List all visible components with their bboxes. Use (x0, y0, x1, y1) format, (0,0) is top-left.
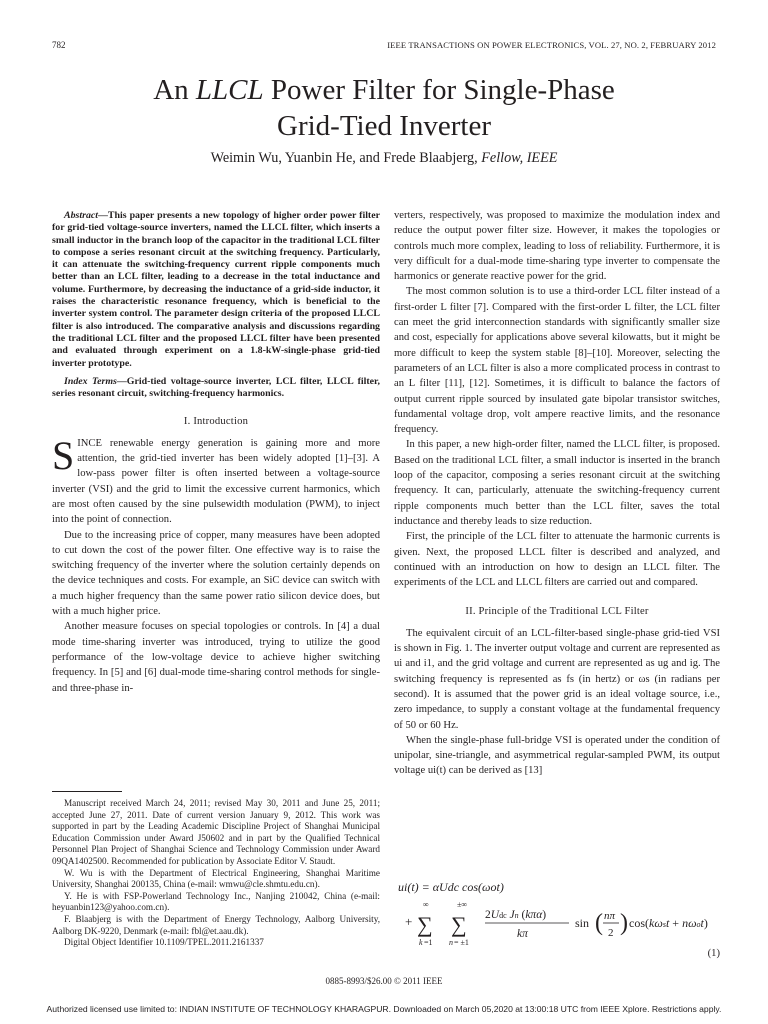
left-column (52, 210, 380, 696)
intro-paragraph-2: Due to the increasing price of copper, many measures have been adopted to cut down the cost of the power filter. One effective way is to raise the switching frequency of the inverter where the solution certainly depends on the device techniques and costs. For example, an SiC device can switch with a much higher frequency than the same power ratio silicon device does, but with a much higher price. (52, 529, 380, 618)
equation-line-2 (405, 898, 725, 948)
index-terms-label: Index Terms (64, 375, 117, 387)
abstract (52, 210, 380, 370)
svg-text:2: 2 (608, 927, 614, 939)
author-fellow: Fellow, IEEE (481, 150, 558, 166)
svg-text:∞: ∞ (423, 900, 429, 909)
license-notice: Authorized licensed use limited to: INDIAN INSTITUTE OF TECHNOLOGY KHARAGPUR. Downloaded on March 05,2020 at 13:00:18 UTC from IEEE Xplore. Restrictions apply. (46, 1004, 722, 1014)
section-heading-principle: II. Principle of the Traditional LCL Filter (465, 606, 649, 618)
footnote-he: Y. He is with FSP-Powerland Technology Inc., Nanjing 210042, China (e-mail: heyuanbin123@yahoo.com.cn). (52, 890, 380, 913)
intro-p1-text: INCE renewable energy generation is gaining more and more attention, the grid-tied inverter has been widely adopted [1]–[3]. A low-pass power filter is often inserted between a voltage-source inverter (VSI) and the grid to limit the excessive current harmonics, which are most often caused by the sine pulsewidth modulation (PWM), to inject into the point of connection. (52, 437, 380, 526)
svg-text:(: ( (595, 910, 603, 936)
index-terms (52, 376, 380, 401)
section-heading-introduction: I. Introduction (183, 416, 249, 428)
svg-text:n: n (449, 938, 453, 947)
title-prefix: An (153, 74, 189, 106)
svg-text:±∞: ±∞ (457, 900, 468, 909)
svg-text:kπ: kπ (517, 928, 528, 940)
svg-text:cos(kωst + nωot): cos(kωst + nωot) (629, 916, 708, 930)
right-paragraph-6: When the single-phase full-bridge VSI is operated under the condition of unipolar, sine-triangle, and asymmetrical regular-sampled PWM, its output voltage ui(t) can be derived as [13] (394, 734, 720, 777)
footnotes (52, 798, 380, 949)
svg-text:+: + (405, 914, 413, 929)
svg-text:= ±1: = ±1 (454, 938, 469, 947)
intro-paragraph-3: Another measure focuses on special topologies or controls. In [4] a dual mode time-sharing inverter was introduced, trying to utilize the good performance of the low-voltage device to achieve higher switching frequency. In [5] and [6] dual-mode time-sharing control methods for single- and three-phase in- (52, 621, 380, 694)
footnote-divider (52, 791, 122, 792)
index-terms-text: —Grid-tied voltage-source inverter, LCL filter, LLCL filter, series resonant circuit, switching-frequency harmonics. (52, 375, 380, 400)
title-italic: LLCL (195, 74, 264, 106)
title-line1-rest: Power Filter for Single-Phase (270, 74, 615, 106)
right-paragraph-3: In this paper, a new high-order filter, named the LLCL filter, is proposed. Based on the traditional LCL filter, a small inductor is inserted in the branch loop of the capacitor, composing a series resonant circuit at the switching frequency. It can, particularly, attenuate the switching-frequency current ripple components much better than the LCL filter, saves the total inductance and thereby leads to size reduction. (394, 439, 720, 527)
author-names: Weimin Wu, Yuanbin He, and Frede Blaabjerg (210, 150, 475, 166)
intro-paragraph-1 (52, 432, 380, 528)
svg-text:∑: ∑ (417, 912, 433, 937)
equation-number: (1) (707, 948, 720, 959)
right-paragraph-5: The equivalent circuit of an LCL-filter-based single-phase grid-tied VSI is shown in Fig. 1. The inverter output voltage and current are represented as ui and i1, and the grid voltage and current are represented as ug and ig. The switching frequency is represented as fs (in hertz) or ωs (in radians per second). It is assumed that the power grid is an ideal voltage source, i.e., zero impedance, to supply a constant voltage at the fundamental frequency of 50 or 60 Hz. (394, 627, 720, 731)
svg-text:∑: ∑ (451, 912, 467, 937)
svg-text:=1: =1 (424, 938, 433, 947)
footnote-doi: Digital Object Identifier 10.1109/TPEL.2011.2161337 (64, 937, 264, 948)
abstract-text: —This paper presents a new topology of higher order power filter for grid-tied voltage-source inverters, named the LLCL filter, which inserts a small inductor in the branch loop of the capacitor in the traditional LCL filter to compose a series resonant circuit at the switching frequency. Particularly, it can attenuate the switching-frequency current ripple components much better than an LCL filter, leading to a decrease in the total inductance and volume. Furthermore, by decreasing the inductance of a grid-side inductor, it raises the characteristic resonance frequency, which is beneficial to the inverter system control. The parameter design criteria of the proposed LLCL filter is also introduced. The comparative analysis and discussions regarding the traditional LCL filter and the proposed LLCL filter have been presented and evaluated through experiment on a 1.8-kW-single-phase grid-tied inverter prototype. (52, 210, 380, 369)
right-paragraph-4: First, the principle of the LCL filter to attenuate the harmonic currents is given. Next, the proposed LLCL filter is described and analyzed, and continued with an introduction on how to design an LLCL filter. The experiments of the LCL and LLCL filters are carried out and compared. (394, 531, 720, 589)
drop-cap: S (52, 432, 75, 478)
svg-text:2Udc Jn (kπα): 2Udc Jn (kπα) (485, 909, 547, 921)
svg-text:sin: sin (575, 916, 590, 930)
right-paragraph-1: verters, respectively, was proposed to maximize the modulation index and reduce the output power filter size. However, it makes the topologies or controls much more complex, leading to loss of reliability. Furthermore, it is very difficult for a dual-mode time-sharing type inverter to compensate the harmonics or generate reactive power for the grid. (394, 210, 720, 283)
svg-text:nπ: nπ (604, 910, 616, 922)
issn-copyright: 0885-8993/$26.00 © 2011 IEEE (325, 976, 443, 986)
page-number: 782 (52, 40, 66, 50)
right-column (394, 208, 720, 779)
abstract-label: Abstract (64, 210, 99, 221)
footnote-wu: W. Wu is with the Department of Electrical Engineering, Shanghai Maritime University, Shanghai 200135, China (e-mail: wmwu@cle.shmtu.edu.cn). (52, 867, 380, 890)
right-paragraph-2: The most common solution is to use a third-order LCL filter instead of a first-order L filter [7]. Compared with the first-order L filter, the LCL filter can meet the grid interconnection standards with significantly smaller size and cost, especially for applications above several kilowatts, but it might be more difficult to keep the system stable [8]–[10]. Moreover, selecting the parameters of an LCL filter is also a more complicated process in contrast to an L filter [11], [12]. Sometimes, it is difficult to balance the factors of output current ripple sourced by insulated gate bipolar transistor switches, fundamental voltage drop, volt ampere reactive limits, and the resonance frequency. (394, 286, 720, 436)
footnote-blaabjerg: F. Blaabjerg is with the Department of Energy Technology, Aalborg University, Aalborg DK-9220, Denmark (e-mail: fbl@et.aau.dk). (52, 913, 380, 936)
equation-line-1: ui(t) = αUdc cos(ωot) (398, 880, 504, 894)
svg-text:k: k (419, 938, 423, 947)
paper-title (0, 72, 768, 144)
svg-text:): ) (620, 910, 628, 936)
journal-header: IEEE TRANSACTIONS ON POWER ELECTRONICS, VOL. 27, NO. 2, FEBRUARY 2012 (387, 40, 716, 50)
title-line2: Grid-Tied Inverter (277, 110, 491, 142)
footnote-manuscript: Manuscript received March 24, 2011; revised May 30, 2011 and June 25, 2011; accepted June 27, 2011. Date of current version January 9, 2012. This work was supported in part by the Leading Academic Discipline Project of Shanghai Municipal Education Commission under Award J50602 and in part by the Qualified Technical Personnel Plan Project of Shanghai Science and Technology Commission under Award 09QA1402500. Recommended for publication by Associate Editor V. Staudt. (52, 798, 380, 866)
author-list: Weimin Wu, Yuanbin He, and Frede Blaabjerg, Fellow, IEEE (210, 150, 558, 166)
